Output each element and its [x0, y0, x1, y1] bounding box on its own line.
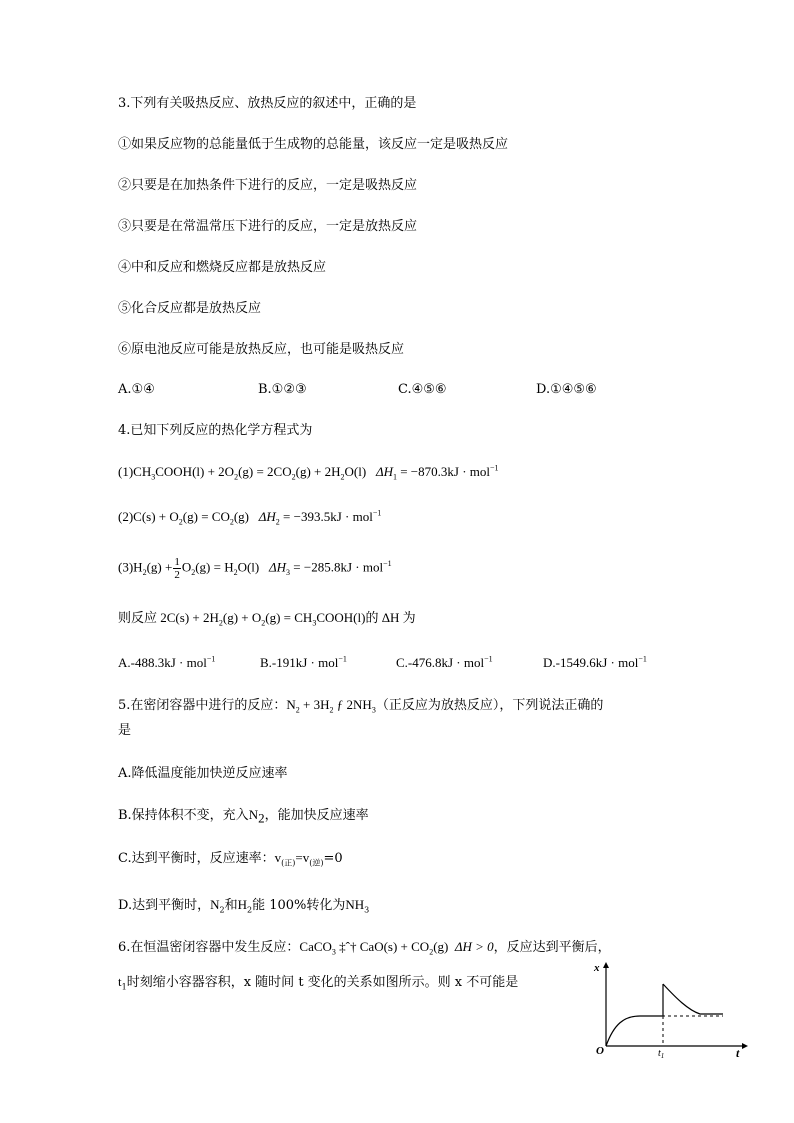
q5-option-a[interactable]: A.降低温度能加快逆反应速率 [118, 766, 288, 781]
q5-option-b[interactable]: B.保持体积不变，充入$N_2$，能加快反应速率 [118, 807, 369, 826]
x-vs-t-graph [592, 958, 752, 1058]
q5-stem: 5.在密闭容器中进行的反应：$N_2 + 3H_2$ ƒ $2NH_3$（正反应为放热反应），下列说法正确的 [118, 697, 604, 715]
q6-stem: 6.在恒温密闭容器中发生反应：CaCO$_3$ ‡ˆ† $CaO(s) + CO_2(g) \Delta H > 0$，反应达到平衡后， [118, 939, 611, 957]
q4-equation-3: $(3)H_2(g)$ + $\frac{1}{2}$ $O_2(g) = H_2O(l)$ $\Delta H_3 = -285.8kJ \cdot mol^{-1}$ [118, 556, 392, 581]
q4-question: 则反应 $2C(s) + 2H_2(g) + O_2(g)$ = $CH_3COOH(l)$的 ΔH 为 [118, 610, 416, 628]
q4-equation-2: $(2)C(s) + O_2(g) = CO_2(g)$ $\Delta H_2 = -393.5kJ \cdot mol^{-1}$ [118, 508, 382, 527]
q3-statement-1: ①如果反应物的总能量低于生成物的总能量，该反应一定是吸热反应 [118, 137, 509, 152]
x-axis-label: t [736, 1046, 740, 1058]
curve-decay [663, 984, 723, 1014]
graph-svg [592, 958, 752, 1058]
q5-option-c[interactable]: C.达到平衡时，反应速率：$v_{(正)}=v_{(逆)}=0$ [118, 850, 343, 868]
q3-statement-3: ③只要是在常温常压下进行的反应，一定是放热反应 [118, 219, 418, 234]
q3-statement-4: ④中和反应和燃烧反应都是放热反应 [118, 260, 327, 275]
q4-options [118, 653, 678, 673]
q4-option-d[interactable]: D.-1549.6kJ · mol$^{-1}$ [543, 654, 647, 670]
origin-label: O [596, 1045, 604, 1057]
curve-initial-rise [606, 1016, 662, 1046]
q6-reaction: CaCO$_3$ ‡ˆ† $CaO(s) + CO_2(g) \Delta H > 0$ [299, 939, 494, 957]
q3-option-c[interactable]: C.④⑤⑥ [398, 382, 447, 397]
q3-statement-5: ⑤化合反应都是放热反应 [118, 301, 262, 316]
t1-label: $t_1$ [658, 1048, 665, 1058]
y-axis-arrow [603, 962, 609, 968]
q6-stem-line2: $t_1$时刻缩小容器容积，x 随时间 t 变化的关系如图所示。则 x 不可能是 [118, 974, 519, 992]
q4-option-a[interactable]: A.-488.3kJ · mol$^{-1}$ [118, 654, 216, 670]
q3-option-a[interactable]: A.①④ [118, 382, 155, 397]
q4-option-b[interactable]: B.-191kJ · mol$^{-1}$ [260, 654, 347, 670]
q3-statement-2: ②只要是在加热条件下进行的反应，一定是吸热反应 [118, 178, 418, 193]
x-axis-arrow [742, 1043, 748, 1049]
q5-stem-end: 是 [118, 723, 132, 738]
q5-option-d[interactable]: D.达到平衡时，$N_2$和$H_2$能 100%转化为$NH_3$ [118, 897, 370, 915]
q4-option-c[interactable]: C.-476.8kJ · mol$^{-1}$ [396, 654, 493, 670]
q3-option-d[interactable]: D.①④⑤⑥ [536, 382, 597, 397]
y-axis-label: x [594, 962, 600, 974]
q5-reaction: $N_2 + 3H_2$ ƒ $2NH_3$ [286, 697, 376, 715]
fraction-one-half: $\frac{1}{2}$ [174, 556, 180, 581]
q4-equation-1: $(1)CH_3COOH(l) + 2O_2(g) = 2CO_2(g) + 2H_2O(l)$ $\Delta H_1 = -870.3kJ \cdot mol^{-1}$ [118, 463, 499, 482]
q4-stem: 4.已知下列反应的热化学方程式为 [118, 423, 313, 438]
q3-options [118, 380, 678, 400]
q3-stem: 3.下列有关吸热反应、放热反应的叙述中，正确的是 [118, 96, 417, 111]
q3-option-b[interactable]: B.①②③ [258, 382, 307, 397]
q3-statement-6: ⑥原电池反应可能是放热反应，也可能是吸热反应 [118, 342, 405, 357]
